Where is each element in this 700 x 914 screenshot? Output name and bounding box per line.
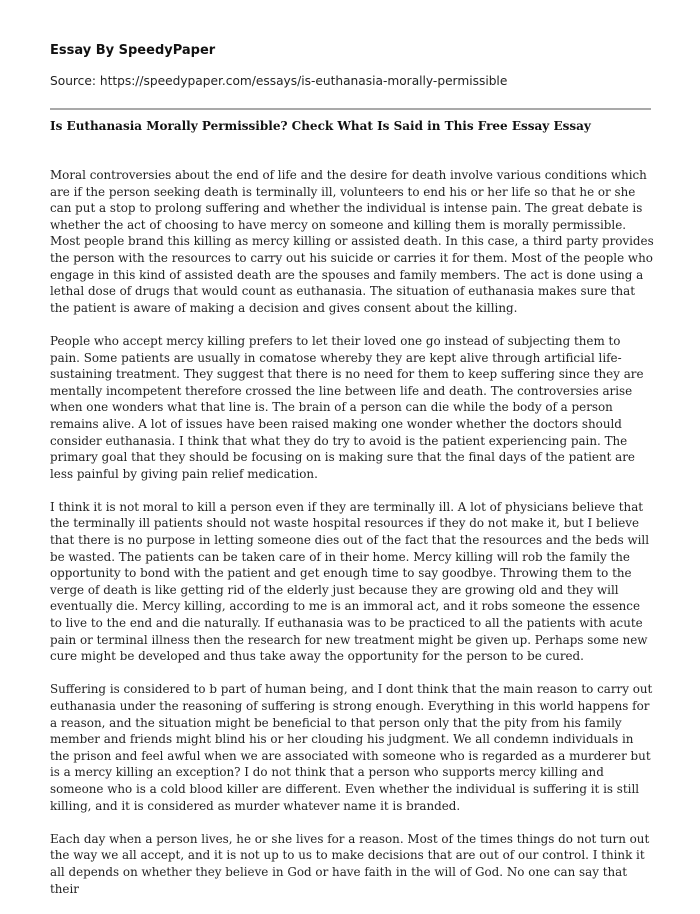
paragraph: Each day when a person lives, he or she lives for a reason. Most of the times things do not turn out the way we all accept, and it is not up to us to make decisions that are out of our control. I think it all depends on whether they believe in God or have faith in the will of God. No one can say that their <box>50 831 650 896</box>
essay-body <box>50 167 654 914</box>
source-line: Source: https://speedypaper.com/essays/is-euthanasia-morally-permissible <box>50 74 508 88</box>
paragraph: Moral controversies about the end of life and the desire for death involve various conditions which are if the person seeking death is terminally ill, volunteers to end his or her life so that he or she can put a stop to prolong suffering and whether the individual is intense pain. The great debate is whether the act of choosing to have mercy on someone and killing them is morally permissible. Most people brand this killing as mercy killing or assisted death. In this case, a third party provides the person with the resources to carry out his suicide or carries it for them. Most of the people who engage in this kind of assisted death are the spouses and family members. The act is done using a lethal dose of drugs that would count as euthanasia. The situation of euthanasia makes sure that the patient is aware of making a decision and gives consent about the killing. <box>50 168 654 315</box>
paragraph: Suffering is considered to b part of human being, and I dont think that the main reason to carry out euthanasia under the reasoning of suffering is strong enough. Everything in this world happens for a reason, and the situation might be beneficial to that person only that the pity from his family member and friends might blind his or her clouding his judgment. We all condemn individuals in the prison and feel awful when we are associated with someone who is regarded as a murderer but is a mercy killing an exception? I do not think that a person who supports mercy killing and someone who is a cold blood killer are different. Even whether the individual is suffering it is still killing, and it is considered as murder whatever name it is branded. <box>50 682 653 813</box>
header-divider <box>50 108 651 110</box>
paragraph: I think it is not moral to kill a person even if they are terminally ill. A lot of physicians believe that the terminally ill patients should not waste hospital resources if they do not make it, but I believe that there is no purpose in letting someone dies out of the fact that the resources and the beds will be wasted. The patients can be taken care of in their home. Mercy killing will rob the family the opportunity to bond with the patient and get enough time to say goodbye. Throwing them to the verge of death is like getting rid of the elderly just because they are growing old and they will eventually die. Mercy killing, according to me is an immoral act, and it robs someone the essence to live to the end and die naturally. If euthanasia was to be practiced to all the patients with acute pain or terminal illness then the research for new treatment might be given up. Perhaps some new cure might be developed and thus take away the opportunity for the person to be cured. <box>50 499 650 664</box>
document-header <box>50 40 650 92</box>
paragraph: People who accept mercy killing prefers to let their loved one go instead of subjecting them to pain. Some patients are usually in comatose whereby they are kept alive through artificial life-sustaining treatment. They suggest that there is no need for them to keep suffering since they are mentally incompetent therefore crossed the line between life and death. The controversies arise when one wonders what that line is. The brain of a person can die while the body of a person remains alive. A lot of issues have been raised making one wonder whether the doctors should consider euthanasia. I think that what they do try to avoid is the patient experiencing pain. The primary goal that they should be focusing on is making sure that the final days of the patient are less painful by giving pain relief medication. <box>50 333 644 481</box>
essay-title: Is Euthanasia Morally Permissible? Check What Is Said in This Free Essay Essay <box>50 119 591 133</box>
site-title: Essay By SpeedyPaper <box>50 43 216 58</box>
